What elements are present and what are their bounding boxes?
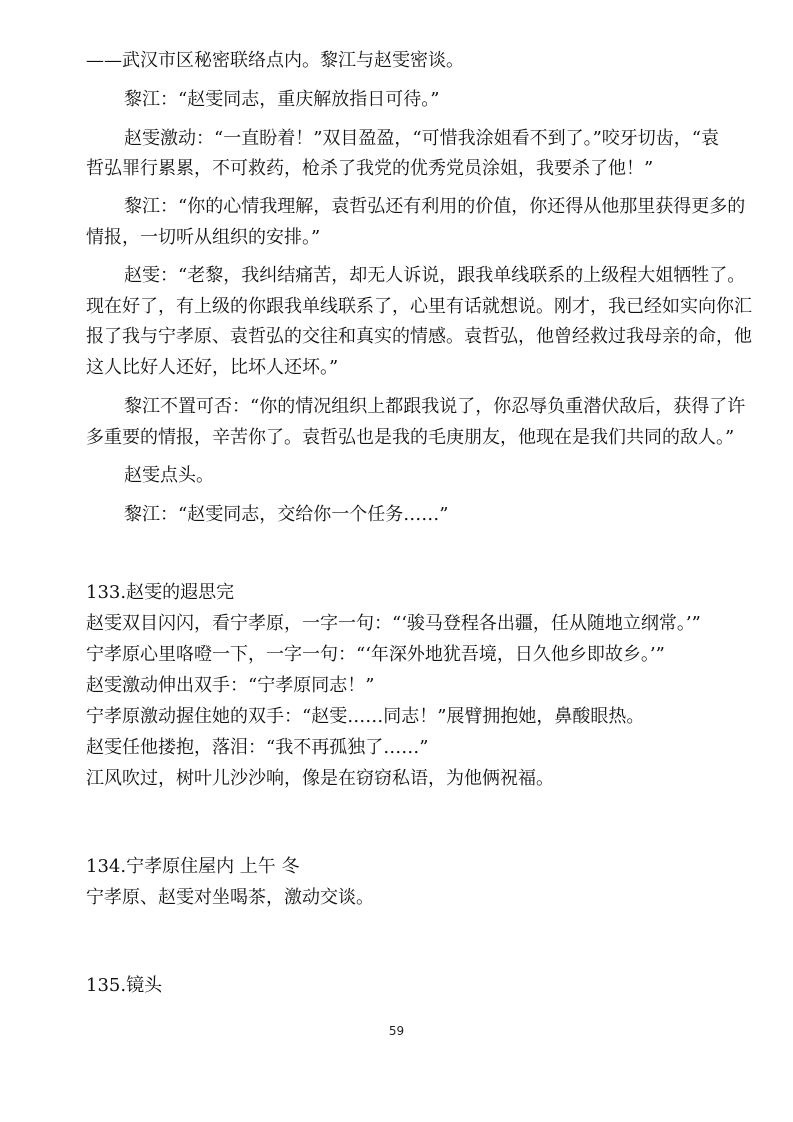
scene-heading: 134.宁孝原住屋内 上午 冬 <box>86 856 300 877</box>
paragraph-line: 哲弘罪行累累，不可救药，枪杀了我党的优秀党员涂姐，我要杀了他！” <box>86 158 654 179</box>
paragraph-line: 赵雯激动伸出双手：“宁孝原同志！” <box>86 675 375 696</box>
paragraph-line: 多重要的情报，辛苦你了。袁哲弘也是我的毛庚朋友，他现在是我们共同的敌人。” <box>86 427 735 448</box>
paragraph-line: 赵雯激动：“一直盼着！”双目盈盈，“可惜我涂姐看不到了。”咬牙切齿，“袁 <box>124 128 720 149</box>
paragraph-line: 赵雯：“老黎，我纠结痛苦，却无人诉说，跟我单线联系的上级程大姐牺牲了。 <box>124 265 746 286</box>
paragraph-line: 报了我与宁孝原、袁哲弘的交往和真实的情感。袁哲弘，他曾经救过我母亲的命，他 <box>86 326 752 347</box>
paragraph-line: 赵雯双目闪闪，看宁孝原，一字一句：“‘骏马登程各出疆，任从随地立纲常。’” <box>86 613 701 634</box>
paragraph-line: 这人比好人还好，比坏人还坏。” <box>86 357 339 378</box>
paragraph-line: 江风吹过，树叶儿沙沙响，像是在窃窃私语，为他俩祝福。 <box>86 768 554 789</box>
paragraph-line: 黎江：“赵雯同志，重庆解放指日可待。” <box>124 89 440 110</box>
paragraph-line: 赵雯点头。 <box>124 465 214 486</box>
page-number: 59 <box>388 1024 405 1038</box>
paragraph-line: 情报，一切听从组织的安排。” <box>86 227 321 248</box>
paragraph-line: 宁孝原、赵雯对坐喝茶，激动交谈。 <box>86 887 374 908</box>
paragraph-line: 黎江：“你的心情我理解，袁哲弘还有利用的价值，你还得从他那里获得更多的 <box>124 196 746 217</box>
scene-heading: 133.赵雯的遐思完 <box>86 582 235 603</box>
scene-heading: 135.镜头 <box>86 975 163 996</box>
paragraph-line: 现在好了，有上级的你跟我单线联系了，心里有话就想说。刚才，我已经如实向你汇 <box>86 296 752 317</box>
paragraph-line: 宁孝原心里咯噔一下，一字一句：“‘年深外地犹吾境，日久他乡即故乡。’” <box>86 644 665 665</box>
paragraph-line: ——武汉市区秘密联络点内。黎江与赵雯密谈。 <box>86 50 464 71</box>
paragraph-line: 黎江不置可否：“你的情况组织上都跟我说了，你忍辱负重潜伏敌后，获得了许 <box>124 396 746 417</box>
paragraph-line: 黎江：“赵雯同志，交给你一个任务……” <box>124 504 449 525</box>
paragraph-line: 赵雯任他搂抱，落泪：“我不再孤独了……” <box>86 737 429 758</box>
paragraph-line: 宁孝原激动握住她的双手：“赵雯……同志！”展臂拥抱她，鼻酸眼热。 <box>86 706 645 727</box>
